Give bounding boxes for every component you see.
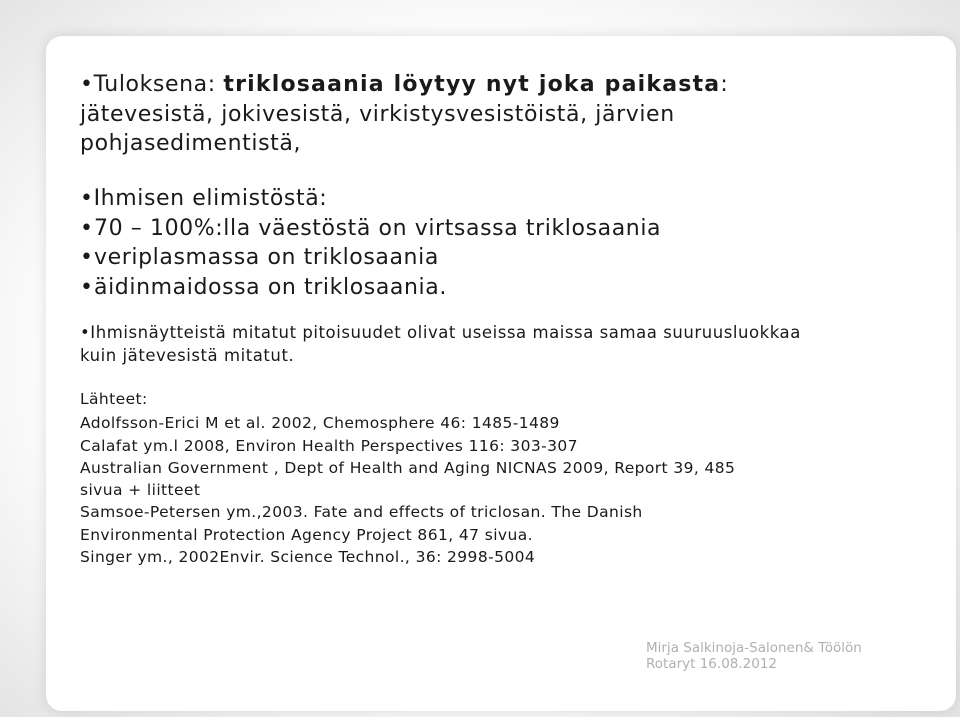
bullet: • [80,323,91,342]
source-line: Singer ym., 2002Envir. Science Technol., 36: 2998-5004 [80,548,536,566]
note-line-2: kuin jätevesistä mitatut. [80,346,295,365]
intro-line-2: jätevesistä, jokivesistä, virkistysvesistöistä, järvien [80,102,675,127]
footer-author: Mirja Salkinoja-Salonen& Töölön [646,640,862,656]
intro-line-1 [80,72,728,97]
source-line: Calafat ym.l 2008, Environ Health Perspectives 116: 303-307 [80,437,578,455]
note-line-1: •Ihmisnäytteistä mitatut pitoisuudet olivat useissa maissa samaa suuruusluokkaa [80,323,801,342]
intro-prefix: Tuloksena: [93,72,224,97]
intro-suffix: : [720,72,729,97]
source-line: sivua + liitteet [80,481,201,499]
intro-line-3: pohjasedimentistä, [80,131,302,156]
bullet: • [80,186,94,211]
bullet: • [80,216,94,241]
bullet: • [80,275,94,300]
body-item: •70 – 100%:lla väestöstä on virtsassa triklosaania [80,216,662,241]
sources-heading: Lähteet: [80,390,148,408]
body-heading: •Ihmisen elimistöstä: [80,186,328,211]
intro-bold: triklosaania löytyy nyt joka paikasta [223,72,721,97]
source-line: Samsoe-Petersen ym.,2003. Fate and effects of triclosan. The Danish [80,503,643,521]
source-line: Australian Government , Dept of Health and Aging NICNAS 2009, Report 39, 485 [80,459,736,477]
source-line: Adolfsson-Erici M et al. 2002, Chemosphere 46: 1485-1489 [80,414,560,432]
source-line: Environmental Protection Agency Project 861, 47 sivua. [80,526,533,544]
body-item: •äidinmaidossa on triklosaania. [80,275,447,300]
bullet: • [80,245,94,270]
footer-date: Rotaryt 16.08.2012 [646,656,778,672]
bullet: • [80,72,94,97]
body-item: •veriplasmassa on triklosaania [80,245,439,270]
